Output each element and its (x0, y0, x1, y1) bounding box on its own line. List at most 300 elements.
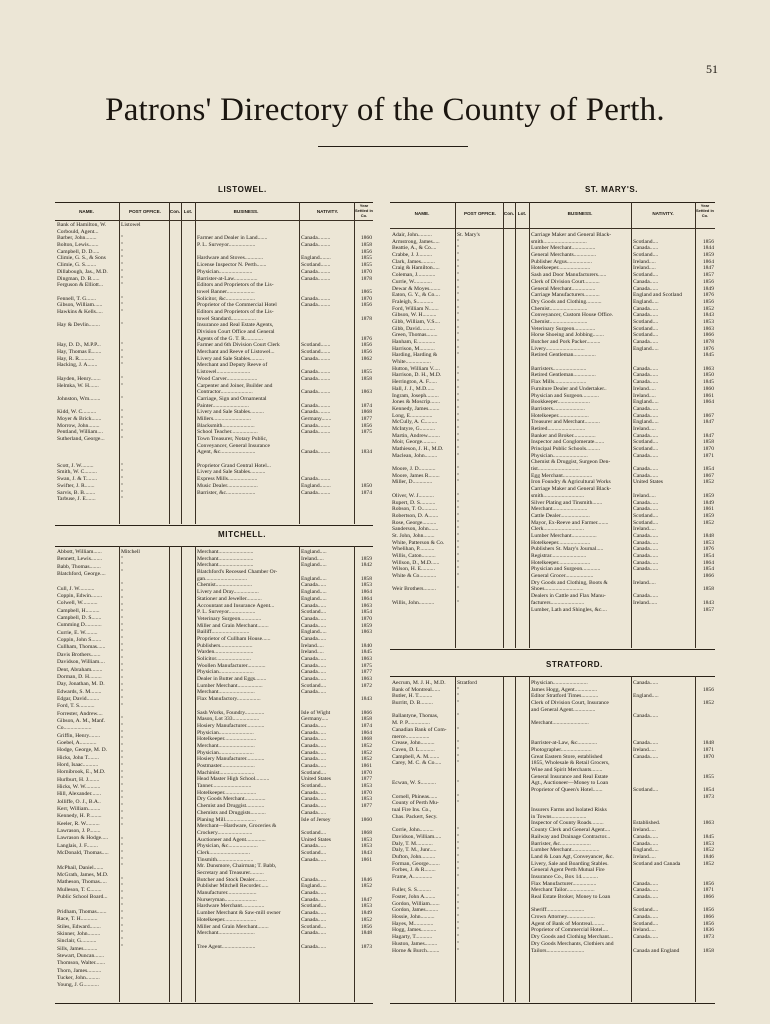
directory-cell (355, 456, 372, 463)
directory-cell: " (121, 689, 124, 696)
directory-cell: 1856 (360, 349, 372, 356)
directory-cell: Canada...... (301, 803, 327, 810)
directory-cell (121, 830, 168, 837)
directory-cell: Ireland..... (633, 526, 656, 533)
directory-cell (301, 336, 353, 343)
directory-cell: Hagarty, T............ (392, 934, 433, 941)
directory-cell: Gibson, W. H.......... (392, 312, 437, 319)
directory-cell: " (457, 238, 460, 245)
directory-cell: Cumming D............ (57, 622, 102, 629)
directory-cell: Ingram, Joseph......... (392, 392, 439, 399)
directory-cell: Physician......................... (197, 669, 254, 676)
directory-cell: Canada...... (633, 546, 659, 553)
directory-cell (301, 823, 353, 830)
directory-cell: Livery and Sale Stables.......... (197, 409, 264, 416)
directory-cell: Principal Public Schools.......... (531, 446, 600, 452)
directory-cell: 1871 (702, 452, 714, 459)
directory-cell (301, 383, 353, 390)
directory-cell: Race, T. H............ (57, 916, 98, 923)
directory-cell: Hayes, M.............. (392, 920, 434, 927)
directory-cell: 1868 (360, 409, 372, 416)
directory-cell: 1855 (360, 262, 372, 269)
directory-cell: Campbell, H.......... (57, 607, 100, 614)
listowel-header-post-office: POST OFFICE. (129, 209, 161, 214)
directory-cell: Forrester, Andrew.... (57, 710, 103, 717)
directory-cell (633, 459, 694, 466)
directory-cell: Lumber Merchant................. (531, 245, 596, 252)
directory-cell: 1878 (360, 275, 372, 282)
section-title-listowel: LISTOWEL. (218, 185, 267, 194)
directory-cell: " (121, 642, 124, 649)
directory-cell (457, 580, 502, 587)
directory-cell: Editor Stratford Times............ (531, 693, 599, 700)
directory-cell: tual Fire Ins. Co., (392, 807, 432, 814)
directory-cell: " (121, 729, 124, 736)
directory-cell: Canada...... (633, 312, 659, 319)
directory-cell: Dry Goods Merchant............... (197, 796, 266, 803)
directory-cell: County of Perth Mu- (392, 800, 439, 807)
directory-cell: 1863 (360, 656, 372, 662)
directory-cell: P. L. Surveyor................... (197, 242, 256, 249)
directory-cell: in Towns......................... (531, 813, 587, 820)
directory-cell: Griffin, Henry........ (57, 732, 101, 739)
directory-cell (57, 578, 118, 585)
directory-cell: " (121, 736, 124, 743)
directory-cell: Sanderson, John....... (392, 526, 439, 533)
directory-cell: Helmka, W. H....... (57, 382, 99, 389)
directory-cell: Isle of Wight (301, 709, 331, 716)
directory-cell: Canada...... (301, 856, 327, 863)
directory-cell: 1853 (360, 903, 372, 910)
directory-cell: 1852 (702, 860, 714, 867)
directory-cell (355, 469, 372, 476)
directory-cell: Proprietor Grand Central Hotel... (197, 462, 271, 469)
directory-cell (696, 426, 714, 433)
directory-cell (57, 369, 118, 376)
directory-cell: 1843 (702, 599, 714, 606)
directory-cell (355, 282, 372, 289)
directory-cell: Livery and Sale Stables........... (197, 469, 266, 476)
directory-cell (121, 576, 168, 583)
directory-cell: Canada......... (301, 389, 331, 396)
listowel-names (57, 222, 118, 503)
directory-cell: " (121, 936, 124, 943)
directory-cell: Rose, George.......... (392, 519, 437, 526)
directory-cell: St. Mary's (457, 232, 480, 238)
directory-cell: Scotland and Canada (633, 860, 681, 867)
directory-cell: " (457, 292, 460, 299)
directory-cell (197, 229, 298, 236)
directory-cell (57, 443, 118, 450)
directory-cell: " (121, 555, 124, 562)
directory-cell: " (457, 519, 460, 526)
directory-cell (301, 316, 353, 323)
directory-cell: Flax Manufacturer................. (531, 880, 597, 887)
directory-cell: Hossie, John.......... (392, 914, 435, 921)
directory-cell: Merchant—Hardware, Groceries & (197, 823, 277, 830)
directory-cell: Dent, Abraham........ (57, 666, 103, 673)
directory-cell: " (121, 429, 124, 436)
directory-cell: " (121, 930, 124, 937)
directory-cell: 1861 (702, 392, 714, 399)
directory-cell: " (121, 615, 124, 622)
section-title-mitchell: MITCHELL. (218, 530, 267, 539)
directory-cell: " (121, 903, 124, 910)
directory-cell: 1877 (360, 803, 372, 810)
directory-cell: Listowel........................ (197, 369, 251, 376)
directory-cell: Scotland.... (301, 769, 327, 776)
directory-cell: White.................. (392, 359, 431, 366)
directory-cell: 1865 (360, 288, 372, 295)
directory-cell: 1847 (702, 432, 714, 439)
directory-cell: Veterinary Surgeon............... (531, 325, 596, 332)
directory-cell: towel Standard.................. (197, 315, 256, 322)
directory-cell: England..... (633, 847, 659, 854)
directory-cell: Iron Foundry & Agricultural Works (531, 479, 611, 486)
directory-cell: County Clerk and General Agent.... (531, 827, 611, 834)
directory-cell: " (457, 760, 460, 767)
directory-cell: Publisher Argus.................. (531, 258, 592, 265)
directory-cell: " (121, 856, 124, 863)
directory-cell: 1874 (360, 489, 372, 496)
directory-cell (633, 867, 694, 874)
directory-cell: Hicks, W. W........... (57, 784, 101, 790)
directory-cell (457, 720, 502, 727)
directory-cell: 1850 (360, 482, 372, 489)
directory-cell: Ireland..... (633, 392, 656, 399)
directory-cell: Canada...... (301, 756, 327, 763)
directory-cell: 1849 (702, 285, 714, 292)
directory-cell: Hay, D. D., M.P.P... (57, 342, 101, 349)
directory-cell: " (457, 258, 460, 265)
directory-cell (457, 593, 502, 600)
directory-cell (57, 456, 118, 463)
directory-cell: " (121, 722, 124, 729)
directory-cell: Flax Manufactory................. (197, 696, 261, 703)
directory-cell: Clerk of Division Court........... (531, 278, 600, 285)
directory-cell: Scotland.... (633, 519, 659, 526)
directory-cell: Canada...... (633, 499, 659, 506)
directory-cell: 1856 (360, 248, 372, 255)
directory-cell: Scotland.... (301, 609, 327, 616)
directory-cell: General Agent Perth Mutual Fire (531, 867, 605, 874)
column-divider (529, 676, 530, 1002)
directory-cell: England..... (301, 549, 327, 555)
directory-cell: " (121, 809, 124, 816)
directory-cell: 1864 (360, 729, 372, 736)
directory-cell (57, 857, 118, 864)
directory-cell: Canada...... (633, 405, 659, 412)
directory-cell: Nurseryman....................... (197, 896, 257, 903)
directory-cell: United States (633, 479, 663, 486)
directory-cell (696, 867, 714, 874)
directory-cell: 1856 (360, 923, 372, 930)
directory-cell: " (121, 308, 124, 315)
directory-cell: " (121, 302, 124, 309)
directory-cell: Tarbuse, J. E....... (57, 496, 96, 503)
directory-cell: Crockery......................... (197, 829, 253, 836)
directory-cell: Scotland....... (301, 349, 331, 356)
directory-cell: Hicks, John T........ (57, 754, 99, 761)
directory-cell: Thomson, Walter....... (57, 960, 106, 967)
directory-cell: 1870 (360, 789, 372, 796)
directory-cell (301, 282, 353, 289)
st-marys-post-offices (457, 232, 502, 607)
directory-cell: Scotland.... (301, 849, 327, 856)
directory-cell: Veterinary Surgeon............... (197, 615, 262, 622)
directory-cell: Canada...... (633, 466, 659, 473)
directory-cell: Canada...... (633, 245, 659, 252)
directory-cell: " (457, 800, 460, 807)
stratford-post-offices (457, 680, 502, 954)
directory-cell: Canada...... (633, 539, 659, 546)
directory-cell: Stationer and Jeweller........... (197, 595, 262, 602)
directory-cell: Wilson, H. E.......... (392, 566, 435, 573)
directory-cell: Hogg, James........... (392, 927, 437, 934)
directory-cell: Accountant and Insurance Agent... (197, 602, 275, 609)
directory-cell: Lumber, Lath and Shingles, &c.... (531, 606, 607, 613)
directory-cell (633, 780, 694, 787)
directory-cell: " (457, 599, 460, 606)
directory-cell: " (121, 409, 124, 416)
directory-cell: Wood Carver...................... (197, 375, 258, 382)
directory-cell: Kerr, William......... (57, 806, 101, 813)
directory-cell: Shoes............................ (531, 586, 584, 593)
directory-cell: Carriage, Sign and Ornamental (197, 395, 267, 402)
column-divider (181, 202, 182, 524)
directory-cell (457, 881, 502, 888)
directory-cell (457, 734, 502, 741)
directory-cell (457, 807, 502, 814)
directory-cell (392, 820, 454, 827)
directory-cell: 1876 (702, 345, 714, 352)
directory-cell: " (121, 749, 124, 756)
directory-cell (457, 359, 502, 366)
directory-cell: Green, Thomas........ (392, 332, 438, 339)
directory-cell (696, 807, 714, 814)
directory-cell: " (457, 272, 460, 279)
directory-cell: Herrington, A. F...... (392, 379, 437, 386)
directory-cell: 1859 (360, 622, 372, 629)
directory-cell (57, 389, 118, 396)
directory-cell: Chemist........................... (531, 318, 588, 325)
directory-cell: Dry Goods and Clothing, Boots & (531, 579, 608, 586)
directory-cell: " (121, 896, 124, 903)
directory-cell: 1854 (702, 566, 714, 573)
directory-cell: Solicitor, &c..................... (197, 295, 256, 302)
directory-cell: Ferguson & Elliott... (57, 282, 104, 289)
directory-cell: Canada...... (301, 615, 327, 622)
column-divider (455, 202, 456, 648)
directory-cell: Ford, William N....... (392, 305, 439, 312)
directory-cell: Canada...... (633, 914, 659, 921)
directory-cell (696, 693, 714, 700)
directory-cell: Canada...... (301, 662, 327, 669)
directory-cell: Thorn, James.......... (57, 967, 102, 974)
directory-cell: " (121, 322, 124, 329)
directory-cell: Farmer and 6th Division Court Clerk (197, 342, 280, 349)
directory-cell (633, 734, 694, 741)
directory-cell: " (121, 649, 124, 656)
directory-cell: Ireland..... (633, 579, 656, 586)
column-divider (529, 202, 530, 648)
directory-cell: Agt., Auctioneer—Money to Loan (531, 780, 609, 787)
directory-cell: smith............................. (531, 492, 584, 499)
directory-cell: 1852 (702, 700, 714, 707)
directory-cell: Photographer...................... (531, 746, 592, 753)
directory-cell: " (457, 252, 460, 259)
directory-cell: " (121, 562, 124, 569)
directory-cell: General Insurance and Real Estate (531, 773, 609, 780)
directory-cell: " (121, 482, 124, 489)
directory-cell: Dealer in Butter and Eggs........ (197, 676, 267, 683)
directory-cell: " (457, 305, 460, 312)
directory-cell: " (457, 499, 460, 506)
directory-cell (633, 767, 694, 774)
directory-cell: Canada...... (301, 669, 327, 676)
directory-cell: " (457, 740, 460, 747)
directory-cell: Real Estate Broker, Money to Loan (531, 894, 611, 900)
directory-cell: Great Eastern Store, established (531, 753, 603, 760)
directory-cell: 1852 (702, 519, 714, 526)
directory-cell: Moyer & Brick....... (57, 415, 102, 422)
directory-cell: Tanner............................ (197, 783, 252, 790)
directory-cell: " (121, 702, 124, 709)
directory-cell: Canada...... (301, 876, 327, 883)
directory-cell (696, 827, 714, 834)
directory-cell: Insurance and Real Estate Agents, (197, 322, 274, 329)
directory-cell: " (121, 268, 124, 275)
directory-cell: 1836 (702, 927, 714, 934)
directory-cell: " (121, 763, 124, 769)
directory-cell: License Inspector N. Perth....... (197, 262, 267, 269)
directory-cell: Painter.......................... (197, 402, 249, 409)
directory-cell: 1864 (702, 258, 714, 265)
directory-cell: Silver Plating and Tinsmith....... (531, 499, 603, 506)
directory-cell: 1856 (702, 907, 714, 914)
directory-cell: Hacking, J. A....... (57, 362, 98, 369)
directory-cell: Miller and Grain Merchant........ (197, 923, 269, 930)
directory-cell: " (121, 823, 124, 830)
directory-cell: facturers........................ (531, 599, 585, 606)
directory-cell: Agent of Bank of Montreal......... (531, 920, 605, 927)
directory-cell: " (457, 566, 460, 573)
directory-cell (301, 469, 353, 476)
directory-cell: " (457, 285, 460, 292)
directory-cell: McDonald, Thomas..... (57, 850, 109, 857)
directory-cell: St. John, John........ (392, 532, 435, 539)
directory-cell: 1852 (360, 883, 372, 890)
directory-cell: Canada......... (301, 369, 331, 376)
directory-cell: " (457, 573, 460, 580)
directory-cell: " (457, 345, 460, 352)
directory-cell: Merchant......................... (197, 562, 254, 569)
st-marys-businesses (531, 232, 630, 613)
directory-cell (355, 436, 372, 443)
directory-cell: Canada...... (633, 365, 659, 372)
directory-cell: Dingman, D. B...... (57, 275, 100, 282)
directory-cell: 1860 (360, 235, 372, 242)
directory-cell (57, 336, 118, 343)
directory-cell: Clark, James.......... (392, 258, 435, 265)
directory-cell (531, 901, 630, 908)
directory-cell: 1853 (360, 582, 372, 589)
directory-cell: " (121, 275, 124, 282)
directory-cell: Mayor, Ex-Reeve and Farmer........ (531, 519, 609, 526)
directory-cell: Physician and Surgeon............ (531, 392, 599, 399)
directory-cell: Canada......... (301, 409, 331, 416)
directory-cell: " (457, 532, 460, 539)
directory-cell: 1868 (360, 736, 372, 743)
directory-cell: " (121, 282, 124, 289)
directory-cell (696, 760, 714, 767)
directory-cell: Hurlburt, H. J........ (57, 776, 100, 783)
directory-cell: " (457, 339, 460, 345)
directory-cell (121, 229, 168, 236)
directory-cell: 1856 (702, 686, 714, 693)
directory-cell: Crabbe, J. J.......... (392, 252, 433, 259)
column-divider (455, 676, 456, 1002)
directory-cell: Ireland..... (633, 258, 656, 265)
directory-cell: 1861 (702, 506, 714, 513)
directory-cell: Livery............................ (531, 345, 585, 352)
directory-cell: " (121, 849, 124, 856)
directory-cell: Hotelkeeper....................... (531, 265, 591, 272)
directory-cell: 1847 (702, 265, 714, 272)
directory-cell: Hanham, E............. (392, 339, 436, 345)
directory-cell: 1856 (360, 422, 372, 429)
directory-cell: Insurance Co., Box 14............ (531, 873, 598, 880)
directory-cell: gan.............................. (197, 575, 248, 582)
directory-cell: " (457, 853, 460, 860)
directory-cell: Lawrason & Hodge..... (57, 835, 109, 842)
directory-cell: Registrar......................... (531, 553, 587, 559)
directory-cell: " (457, 753, 460, 760)
directory-cell: Lumber Merchant.................. (197, 682, 263, 689)
directory-cell: Fennell, T. G....... (57, 295, 97, 302)
directory-cell: " (121, 589, 124, 596)
st-marys-header-year: Year Settled in Co. (696, 203, 715, 218)
directory-cell (301, 463, 353, 470)
directory-cell: Proprietor of the Commercial Hotel (197, 302, 277, 309)
directory-cell: " (457, 512, 460, 519)
directory-cell: Canada...... (301, 676, 327, 683)
directory-cell: Canada...... (301, 796, 327, 803)
directory-cell: Abbott, William...... (57, 549, 102, 555)
directory-cell: Canada...... (633, 840, 659, 847)
directory-cell: Canada......... (301, 489, 331, 496)
directory-cell: " (121, 676, 124, 683)
directory-cell: " (121, 769, 124, 776)
directory-cell: Contractor....................... (197, 389, 253, 396)
directory-cell (392, 707, 454, 714)
directory-cell: Canada...... (633, 934, 659, 941)
directory-cell: " (457, 827, 460, 834)
directory-cell: " (121, 235, 124, 242)
directory-cell (633, 700, 694, 707)
directory-cell: 1856 (702, 920, 714, 927)
directory-cell: Corrie, John.......... (392, 827, 434, 834)
directory-cell (57, 329, 118, 336)
directory-cell: Willis, Caton.......... (392, 553, 436, 559)
directory-cell: 1855 (360, 369, 372, 376)
directory-cell: 1848 (702, 532, 714, 539)
directory-cell: 1870 (702, 446, 714, 452)
directory-cell: Dry Goods and Clothing........... (531, 298, 602, 305)
directory-cell: Bolton, Lewis....... (57, 242, 99, 249)
directory-cell: 1876 (360, 335, 372, 342)
directory-cell: Merchant and Reeve of Listowel... (197, 349, 275, 356)
